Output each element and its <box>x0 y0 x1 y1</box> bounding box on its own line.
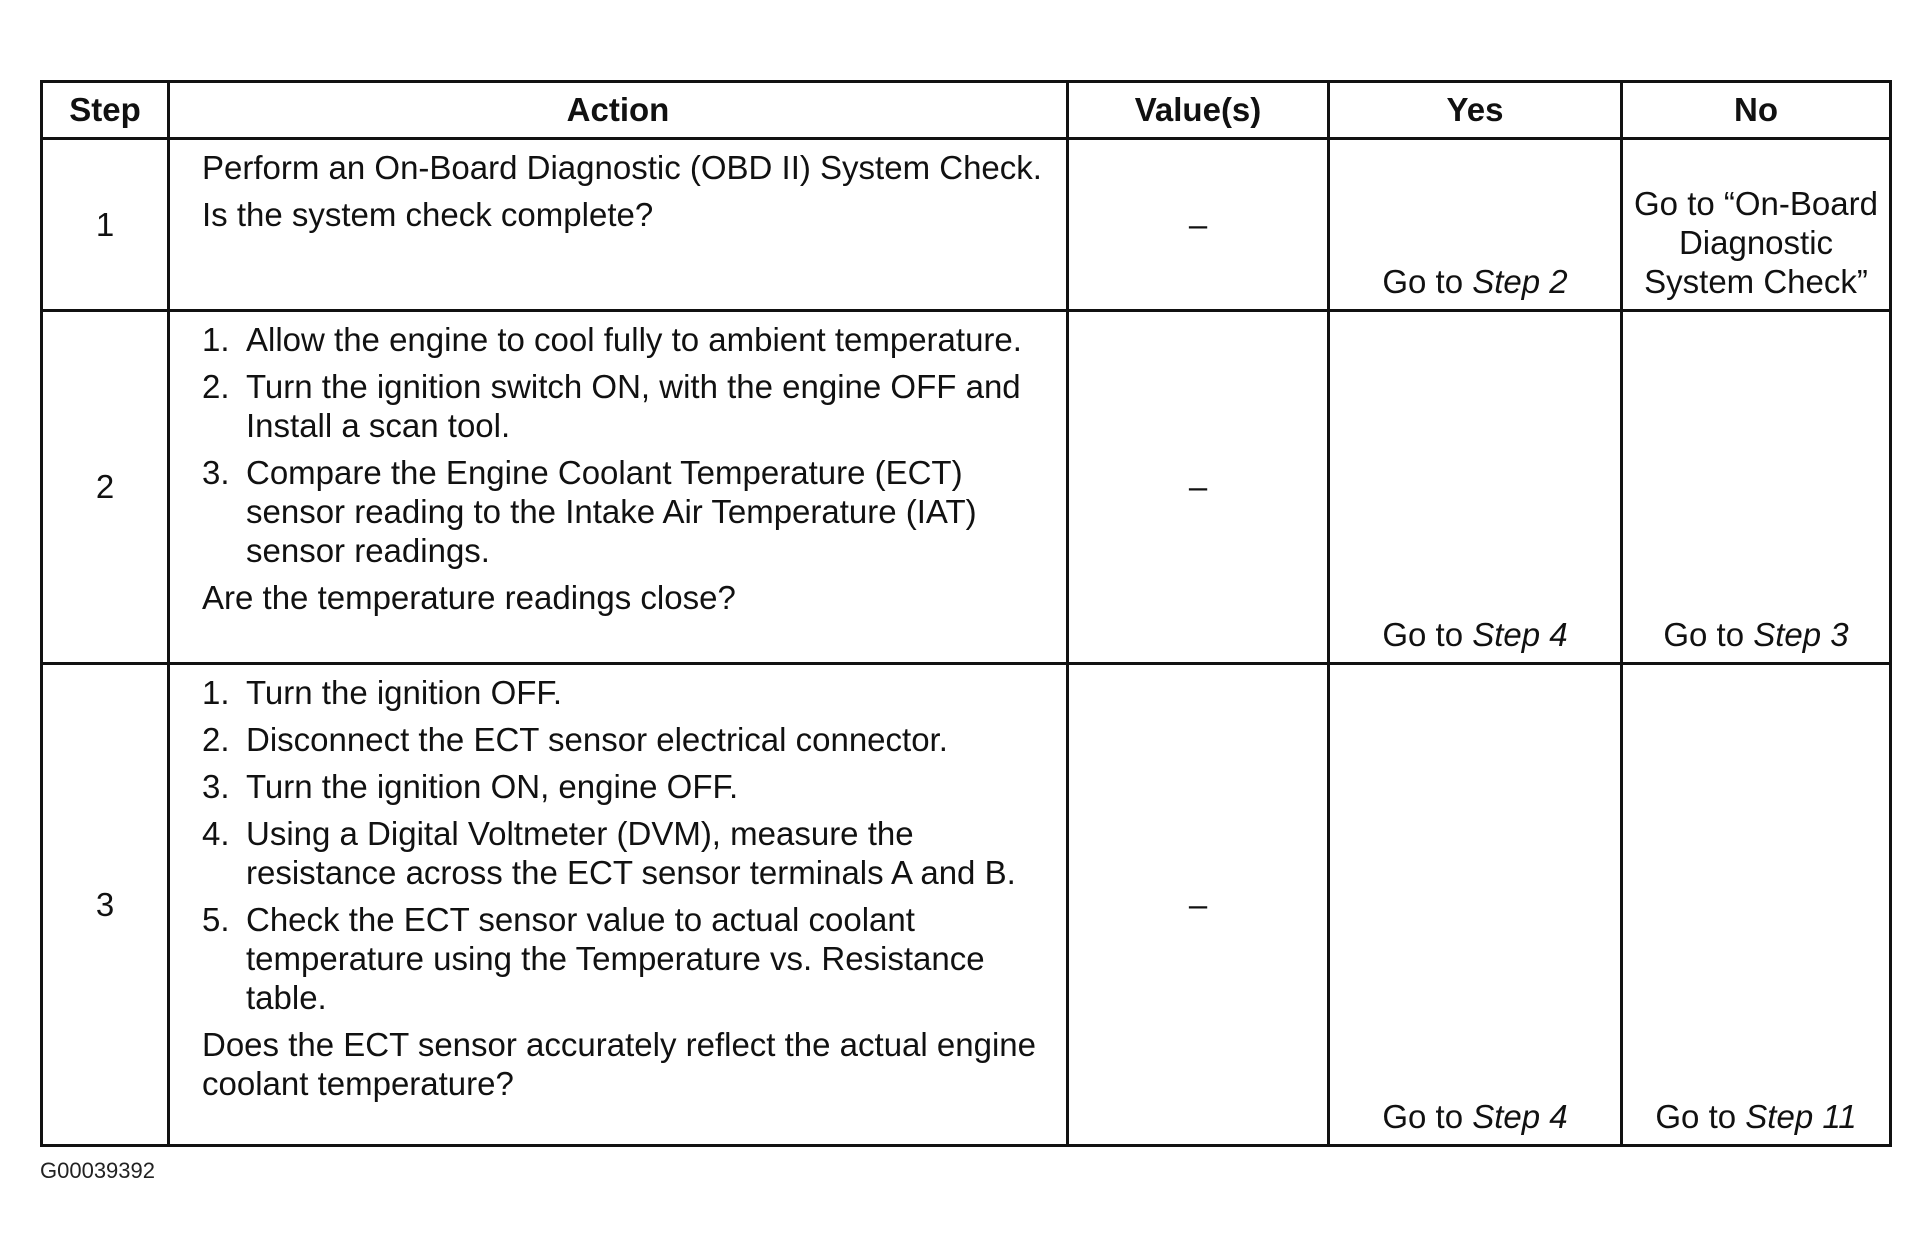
yes-cell <box>1329 664 1622 1146</box>
item-text: Check the ECT sensor value to actual coolant temperature using the Temperature vs. Resistance table. <box>246 901 985 1016</box>
value-cell: – <box>1068 664 1329 1146</box>
list-item <box>202 767 1046 806</box>
item-number: 4. <box>202 815 230 852</box>
yes-prefix: Go to <box>1382 263 1473 300</box>
header-step: Step <box>42 82 169 139</box>
item-text: Turn the ignition OFF. <box>246 674 563 711</box>
table-row <box>42 139 1891 311</box>
action-list <box>202 673 1046 1017</box>
step-number: 2 <box>42 311 169 664</box>
action-question: Are the temperature readings close? <box>202 579 736 616</box>
no-step-ref: Step 3 <box>1753 616 1849 653</box>
item-text: Using a Digital Voltmeter (DVM), measure the resistance across the ECT sensor terminals A and B. <box>246 815 1016 891</box>
item-text: Turn the ignition ON, engine OFF. <box>246 768 739 805</box>
yes-cell <box>1329 311 1622 664</box>
list-item <box>202 814 1046 892</box>
value-cell: – <box>1068 139 1329 311</box>
action-cell <box>169 139 1068 311</box>
item-number: 3. <box>202 454 230 491</box>
yes-step-ref: Step 4 <box>1472 1098 1568 1135</box>
list-item <box>202 720 1046 759</box>
list-item <box>202 673 1046 712</box>
action-cell <box>169 664 1068 1146</box>
list-item <box>202 453 1046 570</box>
action-paragraph: Perform an On-Board Diagnostic (OBD II) System Check. <box>202 149 1042 186</box>
figure-id: G00039392 <box>40 1158 155 1183</box>
item-text: Disconnect the ECT sensor electrical connector. <box>246 721 948 758</box>
value-cell: – <box>1068 311 1329 664</box>
no-prefix: Go to <box>1663 616 1754 653</box>
yes-prefix: Go to <box>1382 616 1473 653</box>
table-row <box>42 311 1891 664</box>
item-number: 2. <box>202 368 230 405</box>
item-number: 1. <box>202 674 230 711</box>
yes-step-ref: Step 4 <box>1472 616 1568 653</box>
no-cell: Go to “On-Board Diagnostic System Check” <box>1622 139 1891 311</box>
header-yes: Yes <box>1329 82 1622 139</box>
item-text: Allow the engine to cool fully to ambient temperature. <box>246 321 1022 358</box>
yes-cell <box>1329 139 1622 311</box>
no-cell <box>1622 664 1891 1146</box>
header-values: Value(s) <box>1068 82 1329 139</box>
step-number: 3 <box>42 664 169 1146</box>
item-number: 5. <box>202 901 230 938</box>
list-item <box>202 900 1046 1017</box>
header-action: Action <box>169 82 1068 139</box>
list-item <box>202 320 1046 359</box>
no-prefix: Go to <box>1655 1098 1746 1135</box>
item-number: 3. <box>202 768 230 805</box>
item-text: Compare the Engine Coolant Temperature (ECT) sensor reading to the Intake Air Temperature (IAT) sensor readings. <box>246 454 977 569</box>
header-row <box>42 82 1891 139</box>
action-question: Is the system check complete? <box>202 196 654 233</box>
no-step-ref: Step 11 <box>1745 1098 1857 1135</box>
table-row <box>42 664 1891 1146</box>
action-question: Does the ECT sensor accurately reflect the actual engine coolant temperature? <box>202 1026 1037 1102</box>
action-cell <box>169 311 1068 664</box>
header-no: No <box>1622 82 1891 139</box>
item-text: Turn the ignition switch ON, with the engine OFF and Install a scan tool. <box>246 368 1021 444</box>
step-number: 1 <box>42 139 169 311</box>
action-list <box>202 320 1046 570</box>
yes-step-ref: Step 2 <box>1472 263 1568 300</box>
item-number: 2. <box>202 721 230 758</box>
diagnostic-table <box>40 80 1892 1147</box>
yes-prefix: Go to <box>1382 1098 1473 1135</box>
list-item <box>202 367 1046 445</box>
item-number: 1. <box>202 321 230 358</box>
no-cell <box>1622 311 1891 664</box>
